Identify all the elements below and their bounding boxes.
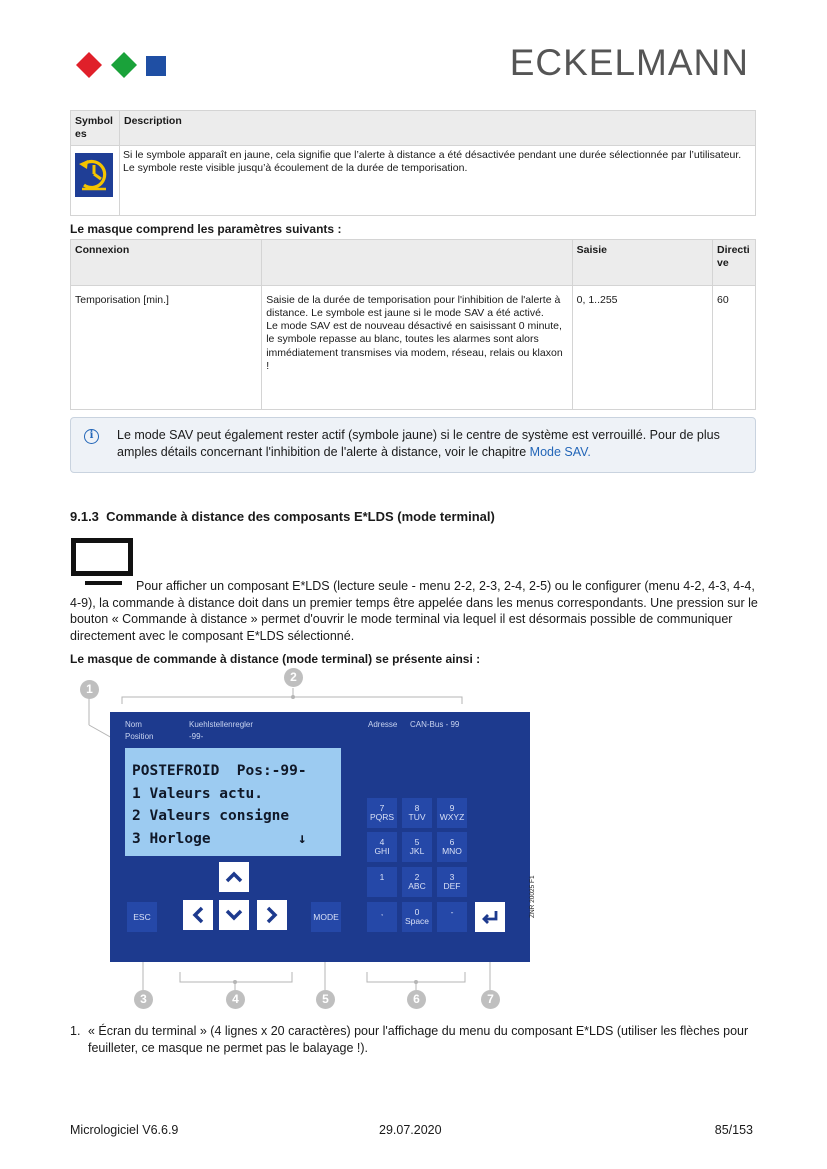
enter-button[interactable] — [475, 902, 505, 932]
key-comma[interactable]: , — [367, 902, 397, 932]
info-note — [70, 417, 756, 473]
section-title — [70, 509, 495, 524]
callout-6: 6 — [407, 990, 426, 1009]
eckelmann-logo-marks — [74, 48, 169, 80]
key-9[interactable]: 9 WXYZ — [437, 798, 467, 828]
arrow-left-button[interactable] — [183, 900, 213, 930]
lcd-line-1: POSTEFROID Pos:-99- — [132, 763, 307, 779]
mode-sav-link[interactable]: Mode SAV. — [529, 445, 591, 460]
lcd-line-2: 1 Valeurs actu. — [132, 785, 263, 802]
enter-icon — [481, 910, 499, 924]
col-header-saisie: Saisie — [572, 240, 712, 286]
figure-code: ZNR 20025 F1 — [529, 875, 536, 918]
col-header-directive: Directive — [713, 240, 756, 286]
key-8[interactable]: 8 TUV — [402, 798, 432, 828]
list-item: 1. « Écran du terminal » (4 lignes x 20 caractères) pour l'affichage du menu du composant E*LDS (utiliser les flèches pour feuilleter, ce masque ne permet pas le balayage !). — [70, 1024, 749, 1055]
cell-connexion: Temporisation [min.] — [71, 286, 262, 410]
key-7[interactable]: 7 PQRS — [367, 798, 397, 828]
key-4[interactable]: 4 GHI — [367, 832, 397, 862]
lcd-line-4: 3 Horloge ↓ — [132, 830, 307, 847]
chevron-left-icon — [192, 906, 204, 924]
cell-saisie: 0, 1..255 — [572, 286, 712, 410]
symbol-cell — [71, 146, 120, 216]
terminal-lcd-screen — [125, 748, 341, 856]
callout-3: 3 — [134, 990, 153, 1009]
callout-7: 7 — [481, 990, 500, 1009]
mode-button[interactable]: MODE — [311, 902, 341, 932]
adresse-label: Adresse — [368, 720, 398, 729]
col-header-connexion: Connexion — [71, 240, 262, 286]
esc-button[interactable]: ESC — [127, 902, 157, 932]
params-table — [70, 239, 756, 410]
footer-date: 29.07.2020 — [379, 1123, 442, 1137]
lcd-line-3: 2 Valeurs consigne — [132, 808, 290, 824]
key-5[interactable]: 5 JKL — [402, 832, 432, 862]
note-text: Le mode SAV peut également rester actif (symbole jaune) si le centre de système est verrouillé. Pour de plus amples détails concernant l'inhibition de l'alerte à distance, voir le chapitre — [117, 428, 720, 460]
brand-logo: ECKELMANN — [509, 42, 749, 83]
callout-2: 2 — [284, 668, 303, 687]
clock-sav-icon — [74, 152, 114, 198]
chevron-right-icon — [266, 906, 278, 924]
callout-4: 4 — [226, 990, 245, 1009]
terminal-panel — [110, 712, 530, 962]
intro-paragraph: Pour afficher un composant E*LDS (lecture seule - menu 2-2, 2-3, 2-4, 2-5) ou le configurer (menu 4-2, 4-3, 4-4, 4-9), la commande à distance doit dans un premier temps être appelée dans les menus correspondants. Une pression sur le bouton « Commande à distance » permet d'ouvrir le mode terminal via lequel il est désormais possible de communiquer directement avec le composant E*LDS sélectionné. — [70, 579, 758, 643]
callout-5: 5 — [316, 990, 335, 1009]
footer-version: Micrologiciel V6.6.9 — [70, 1123, 179, 1137]
key-6[interactable]: 6 MNO — [437, 832, 467, 862]
key-2[interactable]: 2 ABC — [402, 867, 432, 897]
arrow-right-button[interactable] — [257, 900, 287, 930]
key-0-space[interactable]: 0 Space — [402, 902, 432, 932]
terminal-heading: Le masque de commande à distance (mode terminal) se présente ainsi : — [70, 652, 481, 666]
arrow-up-button[interactable] — [219, 862, 249, 892]
key-minus[interactable]: - — [437, 902, 467, 932]
info-icon: i — [84, 429, 99, 444]
col-header-blank — [262, 240, 572, 286]
key-3[interactable]: 3 DEF — [437, 867, 467, 897]
section-number: 9.1.3 — [70, 509, 99, 524]
key-1[interactable]: 1 — [367, 867, 397, 897]
chevron-up-icon — [225, 871, 243, 883]
callout-1: 1 — [80, 680, 99, 699]
section-heading: Commande à distance des composants E*LDS (mode terminal) — [106, 509, 495, 524]
position-value: -99- — [189, 732, 204, 741]
params-heading: Le masque comprend les paramètres suivants : — [70, 222, 342, 236]
position-label: Position — [125, 732, 154, 741]
nom-value: Kuehlstellenregler — [189, 720, 254, 729]
cell-description: Saisie de la durée de temporisation pour l'inhibition de l'alerte à distance. Le symbole est jaune si le mode SAV a été activé. Le mode SAV est de nouveau désactivé en saisissant 0 minute, le symbole repasse au blanc, toutes les alarmes sont alors immédiatement transmises via modem, réseau, relais ou klaxon ! — [262, 286, 572, 410]
adresse-value: CAN-Bus - 99 — [410, 720, 460, 729]
col-header-description: Description — [120, 111, 756, 146]
cell-directive: 60 — [713, 286, 756, 410]
chevron-down-icon — [225, 909, 243, 921]
col-header-symboles: Symboles — [71, 111, 120, 146]
arrow-down-button[interactable] — [219, 900, 249, 930]
nom-label: Nom — [125, 720, 142, 729]
footer-page-number: 85/153 — [714, 1123, 753, 1137]
symbol-description: Si le symbole apparaît en jaune, cela signifie que l’alerte à distance a été désactivée pendant une durée sélectionnée par l’utilisateur. Le symbole reste visible jusqu’à écoulement de la durée de temporisation. — [120, 146, 756, 216]
symbol-table — [70, 110, 756, 216]
